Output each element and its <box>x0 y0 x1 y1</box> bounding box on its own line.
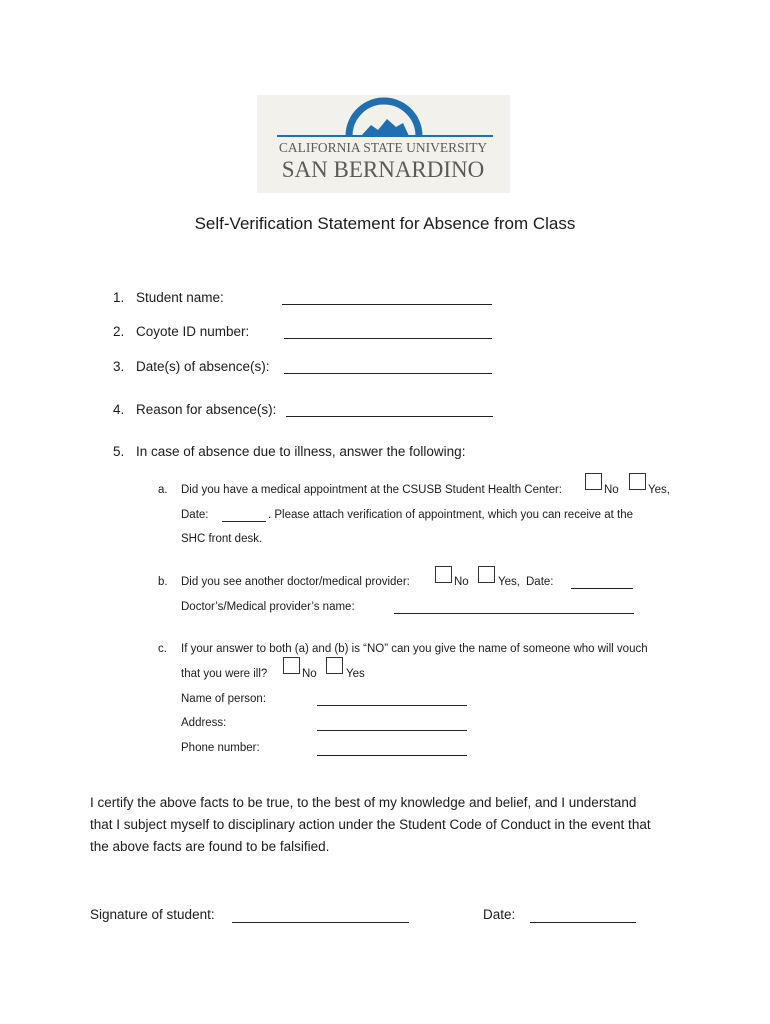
certification-line-2: that I subject myself to disciplinary action under the Student Code of Conduct in the event that <box>90 817 651 832</box>
signature-date-label: Date: <box>483 907 516 922</box>
certification-line-1: I certify the above facts to be true, to the best of my knowledge and belief, and I understand <box>90 795 637 810</box>
sub-c-letter: c. <box>158 643 167 655</box>
question-4-label: Reason for absence(s): <box>136 402 277 417</box>
sub-c-question: If your answer to both (a) and (b) is “NO” can you give the name of someone who will vouch <box>181 643 648 655</box>
sub-b-yes-checkbox[interactable] <box>478 566 495 583</box>
absence-reason-field[interactable] <box>286 416 493 417</box>
sub-c-yes-checkbox[interactable] <box>326 657 343 674</box>
sub-c-no-label: No <box>302 668 317 680</box>
question-2-number: 2. <box>113 324 125 339</box>
form-title: Self-Verification Statement for Absence from Class <box>194 214 576 233</box>
phone-label: Phone number: <box>181 742 260 754</box>
sub-b-provider-label: Doctor’s/Medical provider’s name: <box>181 601 355 613</box>
sub-a-date-field[interactable] <box>222 521 266 522</box>
signature-field[interactable] <box>232 922 409 923</box>
certification-text <box>90 792 690 858</box>
sub-a-letter: a. <box>158 484 168 496</box>
certification-line-3: the above facts are found to be falsified. <box>90 839 330 854</box>
sub-a-yes-label: Yes, <box>648 484 670 496</box>
university-logo <box>257 95 510 193</box>
sub-b-question: Did you see another doctor/medical provider: <box>181 576 410 588</box>
sub-b-letter: b. <box>158 576 168 588</box>
sub-a-yes-checkbox[interactable] <box>629 473 646 490</box>
coyote-id-field[interactable] <box>284 338 492 339</box>
sub-a-question: Did you have a medical appointment at the CSUSB Student Health Center: <box>181 484 562 496</box>
question-3-number: 3. <box>113 359 125 374</box>
sub-b-yes-label: Yes, <box>498 576 520 588</box>
person-name-field[interactable] <box>317 705 467 706</box>
question-1-number: 1. <box>113 290 125 305</box>
logo-line-1: CALIFORNIA STATE UNIVERSITY <box>278 140 488 155</box>
question-3-label: Date(s) of absence(s): <box>136 359 270 374</box>
sub-b-date-label: Date: <box>526 576 554 588</box>
signature-label: Signature of student: <box>90 907 215 922</box>
absence-dates-field[interactable] <box>284 373 492 374</box>
question-5-label: In case of absence due to illness, answer the following: <box>136 444 466 459</box>
question-2-label: Coyote ID number: <box>136 324 250 339</box>
sub-a-note: . Please attach verification of appointment, which you can receive at the <box>268 509 634 521</box>
sub-a-note-continued: SHC front desk. <box>181 533 263 545</box>
question-4-number: 4. <box>113 402 125 417</box>
sub-a-date-label: Date: <box>181 509 209 521</box>
question-5-number: 5. <box>113 444 125 459</box>
sub-a-no-label: No <box>604 484 619 496</box>
address-label: Address: <box>181 717 227 729</box>
sub-a-no-checkbox[interactable] <box>585 473 602 490</box>
sub-b-no-label: No <box>454 576 469 588</box>
phone-field[interactable] <box>317 755 467 756</box>
signature-date-field[interactable] <box>530 922 636 923</box>
sub-c-question-continued: that you were ill? <box>181 668 268 680</box>
logo-line-2: SAN BERNARDINO <box>281 157 485 182</box>
question-1-label: Student name: <box>136 290 224 305</box>
sub-c-yes-label: Yes <box>346 668 365 680</box>
person-name-label: Name of person: <box>181 693 267 705</box>
address-field[interactable] <box>317 730 467 731</box>
sub-b-date-field[interactable] <box>571 588 633 589</box>
student-name-field[interactable] <box>282 304 492 305</box>
provider-name-field[interactable] <box>394 613 634 614</box>
sub-c-no-checkbox[interactable] <box>283 657 300 674</box>
sub-b-no-checkbox[interactable] <box>435 566 452 583</box>
